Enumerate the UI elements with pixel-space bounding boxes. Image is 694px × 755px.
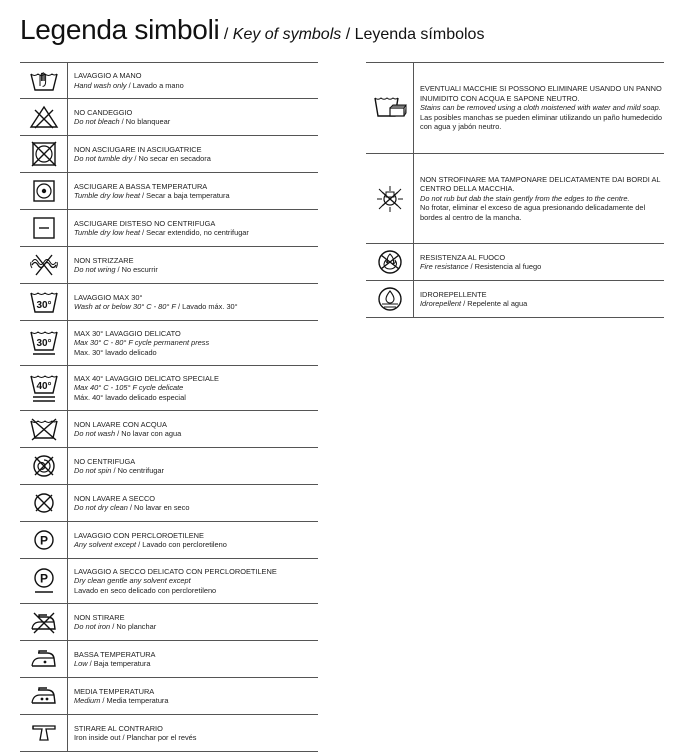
item-italian-label: LAVAGGIO CON PERCLOROETILENE <box>74 530 204 540</box>
item-italian-label: NO CENTRIFUGA <box>74 456 136 466</box>
item-spanish-label: Secar extendido, no centrifugar <box>146 228 249 237</box>
item-italian-label: EVENTUALI MACCHIE SI POSSONO ELIMINARE USANDO UN PANNO INUMIDITO CON ACQUA E SAPONE NEUTRO. <box>420 84 662 103</box>
item-english-label: Tumble dry low heat <box>74 191 140 200</box>
iron-inside-out-icon <box>20 715 68 751</box>
title-english: Key of symbols <box>232 26 342 43</box>
item-spanish-label: Lavado en seco delicado con percloretileno <box>74 585 217 595</box>
item-italian-label: STIRARE AL CONTRARIO <box>74 723 163 733</box>
list-item: RESISTENZA AL FUOCO Fire resistance / Resistencia al fuego <box>366 244 664 281</box>
item-english-label: Medium <box>74 696 101 705</box>
dry-flat-icon <box>20 210 68 246</box>
list-item: NON LAVARE A SECCO Do not dry clean / No lavar en seco <box>20 485 318 522</box>
stain-removal-icon <box>366 63 414 153</box>
dry-clean-p-gentle-icon <box>20 559 68 603</box>
item-spanish-label: Planchar por el revés <box>126 733 197 742</box>
item-english-label: Do not rub but dab the stain gently from the edges to the centre. <box>420 193 630 203</box>
item-italian-label: RESISTENZA AL FUOCO <box>420 252 506 262</box>
list-item: 30° LAVAGGIO MAX 30° Wash at or below 30° C - 80° F / Lavado máx. 30° <box>20 284 318 321</box>
list-item: ASCIUGARE A BASSA TEMPERATURA Tumble dry low heat / Secar a baja temperatura <box>20 173 318 210</box>
no-spin-icon <box>20 448 68 484</box>
item-spanish-label: Lavado con percloretileno <box>142 540 227 549</box>
title-spanish: Leyenda símbolos <box>354 26 485 43</box>
svg-text:P: P <box>39 571 48 586</box>
item-italian-label: ASCIUGARE DISTESO NO CENTRIFUGA <box>74 218 216 228</box>
item-spanish-label: Media temperatura <box>106 696 169 705</box>
item-italian-label: MAX 30° LAVAGGIO DELICATO <box>74 328 181 338</box>
svg-text:30°: 30° <box>35 338 52 349</box>
list-item <box>366 154 664 244</box>
item-english-label: Stains can be removed using a cloth moistened with water and mild soap. <box>420 103 661 113</box>
list-item <box>20 559 318 604</box>
item-italian-label: LAVAGGIO A SECCO DELICATO CON PERCLOROETILENE <box>74 566 277 576</box>
list-item <box>366 62 664 154</box>
list-item: NO CENTRIFUGA Do not spin / No centrifugar <box>20 448 318 485</box>
svg-text:40°: 40° <box>35 381 52 392</box>
no-bleach-icon <box>20 99 68 135</box>
item-spanish-label: No lavar con agua <box>121 429 182 438</box>
do-not-wash-icon <box>20 411 68 447</box>
item-italian-label: BASSA TEMPERATURA <box>74 649 156 659</box>
page-title <box>20 14 484 46</box>
item-spanish-label: Las posibles manchas se pueden eliminar utilizando un paño humedecido con agua y jabón neutro. <box>420 112 662 132</box>
item-italian-label: NON STROFINARE MA TAMPONARE DELICATAMENTE DAI BORDI AL CENTRO DELLA MACCHIA. <box>420 174 661 194</box>
list-item: NON ASCIUGARE IN ASCIUGATRICE Do not tumble dry / No secar en secadora <box>20 136 318 173</box>
water-repellent-icon <box>366 281 414 317</box>
list-item <box>20 366 318 411</box>
item-italian-label: ASCIUGARE A BASSA TEMPERATURA <box>74 181 208 191</box>
list-item: NON LAVARE CON ACQUA Do not wash / No lavar con agua <box>20 411 318 448</box>
list-item: BASSA TEMPERATURA Low / Baja temperatura <box>20 641 318 678</box>
list-item: NO CANDEGGIO Do not bleach / No blanquear <box>20 99 318 136</box>
title-main: Legenda simboli <box>20 14 220 45</box>
item-italian-label: LAVAGGIO A MANO <box>74 71 142 81</box>
list-item: NON STIRARE Do not iron / No planchar <box>20 604 318 641</box>
no-tumble-dry-icon <box>20 136 68 172</box>
item-spanish-label: No planchar <box>116 622 157 631</box>
title-separator: / <box>341 26 355 43</box>
item-english-label: Any solvent except <box>74 540 137 549</box>
item-spanish-label: Lavado a mano <box>132 80 184 90</box>
wash-40-very-delicate-icon <box>20 366 68 410</box>
item-italian-label: NON LAVARE CON ACQUA <box>74 419 167 429</box>
item-english-label: Low <box>74 659 88 668</box>
item-english-label: Do not wash <box>74 429 116 438</box>
no-dry-clean-icon <box>20 485 68 521</box>
symbols-list-left <box>20 62 318 752</box>
dry-clean-p-icon <box>20 522 68 558</box>
title-separator: / <box>219 26 233 43</box>
item-english-label: Do not tumble dry <box>74 154 133 163</box>
item-spanish-label: No centrifugar <box>117 466 164 475</box>
item-italian-label: MAX 40° LAVAGGIO DELICATO SPECIALE <box>74 373 219 383</box>
item-italian-label: NON STRIZZARE <box>74 255 134 265</box>
item-english-label: Do not iron <box>74 622 111 631</box>
list-item: STIRARE AL CONTRARIO Iron inside out / Planchar por el revés <box>20 715 318 752</box>
item-italian-label: IDROREPELLENTE <box>420 289 487 299</box>
item-spanish-label: No frotar, eliminar el exceso de agua presionando delicadamente del bordes al centro de la mancha. <box>420 203 646 222</box>
item-spanish-label: No blanquear <box>125 117 171 126</box>
item-english-label: Fire resistance <box>420 262 469 271</box>
list-item: NON STRIZZARE Do not wring / No escurrir <box>20 247 318 284</box>
tumble-dry-low-icon <box>20 173 68 209</box>
item-italian-label: NON LAVARE A SECCO <box>74 493 156 503</box>
item-spanish-label: No secar en secadora <box>138 154 211 163</box>
item-english-label: Iron inside out <box>74 733 121 742</box>
hand-wash-icon <box>20 63 68 98</box>
item-english-label: Hand wash only <box>74 80 127 90</box>
iron-medium-icon <box>20 678 68 714</box>
fire-resistance-icon <box>366 244 414 280</box>
symbols-list-right <box>366 62 664 318</box>
wash-30-icon <box>20 284 68 320</box>
item-spanish-label: Max. 30° lavado delicado <box>74 347 157 357</box>
svg-text:P: P <box>39 533 48 548</box>
item-spanish-label: Secar a baja temperatura <box>146 191 230 200</box>
item-spanish-label: Baja temperatura <box>93 659 151 668</box>
list-item: ASCIUGARE DISTESO NO CENTRIFUGA Tumble dry low heat / Secar extendido, no centrifugar <box>20 210 318 247</box>
item-english-label: Do not bleach <box>74 117 120 126</box>
list-item: LAVAGGIO A MANO Hand wash only / Lavado a mano <box>20 62 318 99</box>
iron-low-icon <box>20 641 68 677</box>
item-english-label: Do not wring <box>74 265 116 274</box>
list-item: P LAVAGGIO CON PERCLOROETILENE Any solvent except / Lavado con percloretileno <box>20 522 318 559</box>
item-italian-label: MEDIA TEMPERATURA <box>74 686 155 696</box>
item-spanish-label: Repelente al agua <box>467 299 528 308</box>
item-spanish-label: No escurrir <box>121 265 158 274</box>
item-spanish-label: Lavado máx. 30° <box>182 302 238 311</box>
no-wring-icon <box>20 247 68 283</box>
item-english-label: Max 40° C - 105° F cycle delicate <box>74 383 184 393</box>
no-iron-icon <box>20 604 68 640</box>
item-italian-label: NO CANDEGGIO <box>74 107 133 117</box>
item-spanish-label: No lavar en seco <box>134 503 190 512</box>
item-english-label: Do not dry clean <box>74 503 128 512</box>
item-english-label: Dry clean gentle any solvent except <box>74 576 191 586</box>
no-rub-stain-icon <box>366 154 414 243</box>
item-italian-label: LAVAGGIO MAX 30° <box>74 292 143 302</box>
item-english-label: Wash at or below 30° C - 80° F <box>74 302 176 311</box>
svg-text:30°: 30° <box>35 300 52 311</box>
list-item <box>20 321 318 366</box>
item-english-label: Idrorepellent <box>420 299 462 308</box>
item-spanish-label: Máx. 40° lavado delicado especial <box>74 392 186 402</box>
list-item: IDROREPELLENTE Idrorepellent / Repelente al agua <box>366 281 664 318</box>
item-italian-label: NON STIRARE <box>74 612 125 622</box>
list-item: MEDIA TEMPERATURA Medium / Media temperatura <box>20 678 318 715</box>
item-english-label: Do not spin <box>74 466 112 475</box>
item-english-label: Max 30° C - 80° F cycle permanent press <box>74 338 210 348</box>
item-italian-label: NON ASCIUGARE IN ASCIUGATRICE <box>74 144 202 154</box>
item-english-label: Tumble dry low heat <box>74 228 140 237</box>
item-spanish-label: Resistencia al fuego <box>474 262 542 271</box>
wash-30-delicate-icon <box>20 321 68 365</box>
